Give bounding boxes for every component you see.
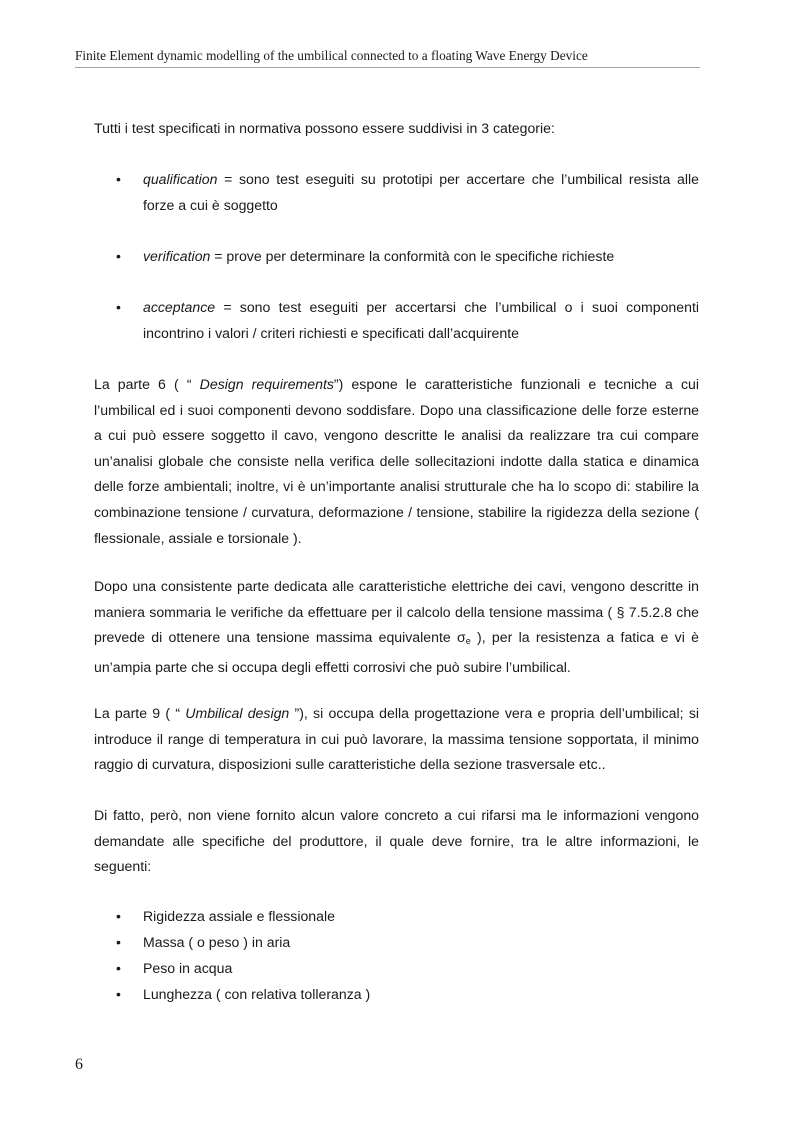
category-item-acceptance: [94, 295, 699, 346]
list-item: • Rigidezza assiale e flessionale: [94, 904, 699, 930]
category-term: verification: [143, 248, 211, 264]
intro-paragraph: Tutti i test specificati in normativa possono essere suddivisi in 3 categorie:: [94, 120, 555, 136]
list-item: • Massa ( o peso ) in aria: [94, 930, 699, 956]
category-description: = sono test eseguiti su prototipi per accertare che l’umbilical resista alle forze a cui è soggetto: [143, 171, 699, 213]
category-term: acceptance: [143, 299, 216, 315]
paragraph-part-9: La parte 9 ( “ Umbilical design ”), si occupa della progettazione vera e propria dell’umbilical; si introduce il range di temperatura in cui può lavorare, la massima tensione sopportata, il minimo raggio di curvatura, disposizioni sulle caratteristiche della sezione trasversale etc..: [94, 705, 699, 773]
category-item-verification: [94, 244, 699, 270]
sigma-subscript: e: [465, 636, 471, 647]
paragraph-part-6: La parte 6 ( “ Design requirements”) espone le caratteristiche funzionali e tecniche a cui l’umbilical ed i suoi componenti devono soddisfare. Dopo una classificazione delle forze esterne a cui può essere soggetto il cavo, vengono descritte le analisi da realizzare tra cui compare un’analisi globale che consiste nella verifica delle sollecitazioni indotte dalla statica e dinamica delle forze ambientali; inoltre, vi è un’importante analisi strutturale che ha lo scopo di: stabilire la combinazione tensione / curvatura, deformazione / tensione, stabilire la rigidezza della sezione ( flessionale, assiale e torsionale ).: [94, 376, 699, 546]
page-number: 6: [75, 1056, 83, 1073]
bullet-icon: •: [116, 986, 121, 1002]
term-design-requirements: Design requirements: [199, 376, 334, 392]
list-item: • Peso in acqua: [94, 956, 699, 982]
sigma-symbol: σ: [457, 629, 466, 646]
bullet-icon: •: [116, 248, 121, 264]
bullet-icon: •: [116, 299, 121, 315]
category-item-qualification: [94, 167, 699, 218]
bullet-icon: •: [116, 908, 121, 924]
bullet-icon: •: [116, 934, 121, 950]
paragraph-electric: Dopo una consistente parte dedicata alle caratteristiche elettriche dei cavi, vengono descritte in maniera sommaria le verifiche da effettuare per il calcolo della tensione massima ( § 7.5.2.8 che prevede di ottenere una tensione massima equivalente $\sigma_e$ ), per la resistenza a fatica e vi è un’ampia parte che si occupa degli effetti corrosivi che può subire l’umbilical.: [94, 578, 699, 675]
paragraph-manufacturer: Di fatto, però, non viene fornito alcun valore concreto a cui rifarsi ma le informazioni vengono demandate alle specifiche del produttore, il quale deve fornire, tra le altre informazioni, le seguenti:: [94, 807, 699, 875]
bullet-icon: •: [116, 960, 121, 976]
header-rule: [75, 67, 700, 68]
list-item: • Lunghezza ( con relativa tolleranza ): [94, 982, 699, 1008]
bullet-icon: •: [116, 171, 121, 187]
category-description: = prove per determinare la conformità con le specifiche richieste: [210, 248, 615, 264]
category-term: qualification: [143, 171, 218, 187]
category-description: = sono test eseguiti per accertarsi che l’umbilical o i suoi componenti incontrino i valori / criteri richiesti e specificati dall’acquirente: [143, 299, 699, 341]
term-umbilical-design: Umbilical design: [185, 705, 290, 721]
running-header: Finite Element dynamic modelling of the umbilical connected to a floating Wave Energy Device: [75, 48, 588, 63]
